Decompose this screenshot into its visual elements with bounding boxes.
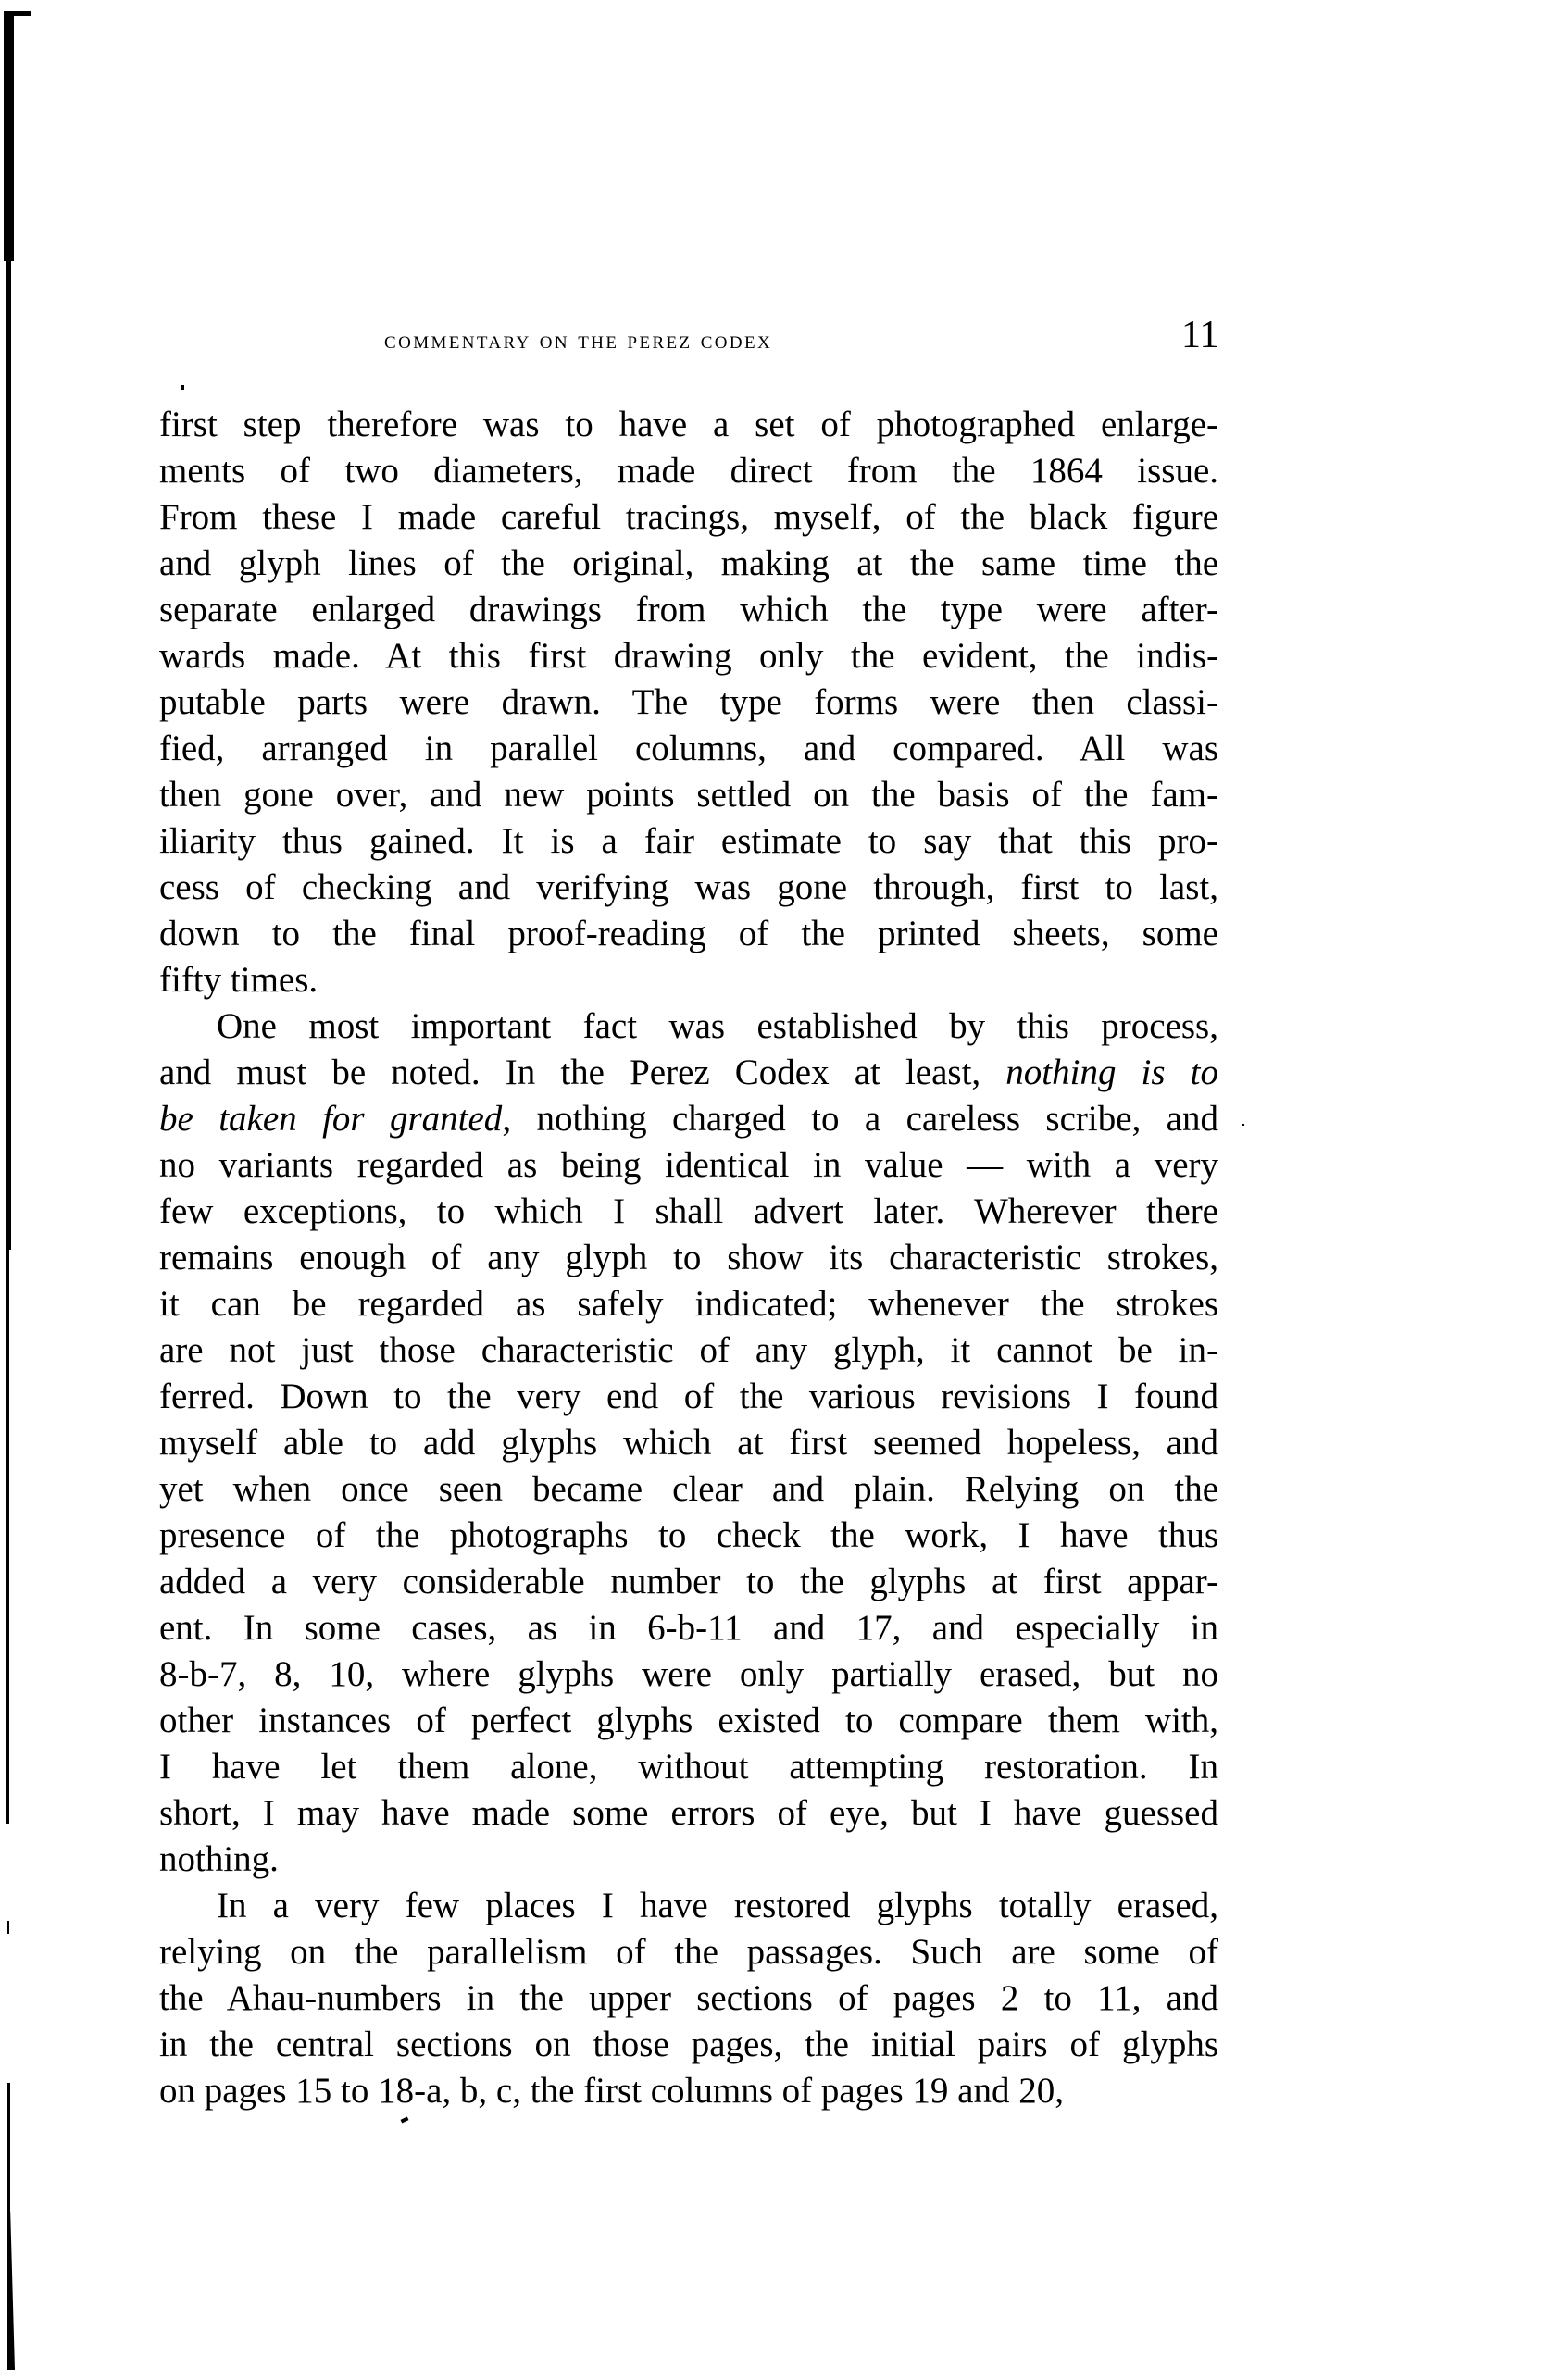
text-line bbox=[159, 494, 1218, 541]
scan-speck bbox=[181, 385, 184, 390]
text-run: other instances of perfect glyphs existed to compare them with, bbox=[159, 1701, 1218, 1740]
text-line bbox=[159, 1559, 1218, 1605]
text-run: and must be noted. In the Perez Codex at least, bbox=[159, 1053, 1006, 1092]
text-run: In a very few places I have restored glyphs totally erased, bbox=[217, 1886, 1218, 1925]
text-run: ments of two diameters, made direct from the 1864 issue. bbox=[159, 451, 1218, 491]
text-line bbox=[159, 1883, 1218, 1929]
text-run: From these I made careful tracings, myself, of the black figure bbox=[159, 497, 1218, 537]
text-line bbox=[159, 818, 1218, 865]
text-line bbox=[159, 1420, 1218, 1466]
scan-gutter-edge bbox=[6, 1250, 9, 1824]
text-line bbox=[159, 1096, 1218, 1142]
text-run: myself able to add glyphs which at first seemed hopeless, and bbox=[159, 1423, 1218, 1463]
text-line bbox=[159, 1050, 1218, 1096]
text-line bbox=[159, 1605, 1218, 1651]
text-line bbox=[159, 2068, 1218, 2114]
text-line bbox=[159, 541, 1218, 587]
text-line bbox=[159, 1513, 1218, 1559]
text-run: short, I may have made some errors of eye, but I have guessed bbox=[159, 1793, 1218, 1833]
body-text bbox=[159, 402, 1218, 2114]
text-line bbox=[159, 865, 1218, 911]
text-run: added a very considerable number to the glyphs at first appar- bbox=[159, 1562, 1218, 1601]
text-run: putable parts were drawn. The type forms were then classi- bbox=[159, 682, 1218, 722]
text-line bbox=[159, 1142, 1218, 1189]
text-run: 8-b-7, 8, 10, where glyphs were only partially erased, but no bbox=[159, 1654, 1218, 1694]
text-run: One most important fact was established by this process, bbox=[217, 1006, 1218, 1046]
paragraph bbox=[159, 402, 1218, 1003]
text-line bbox=[159, 1327, 1218, 1374]
running-head: commentary on the perez codex bbox=[384, 326, 773, 354]
text-run: wards made. At this first drawing only the evident, the indis- bbox=[159, 636, 1218, 676]
text-line bbox=[159, 679, 1218, 726]
text-run: presence of the photographs to check the work, I have thus bbox=[159, 1515, 1218, 1555]
text-run: first step therefore was to have a set of photographed enlarge- bbox=[159, 405, 1218, 444]
text-run: nothing. bbox=[159, 1839, 279, 1879]
text-run: ferred. Down to the very end of the various revisions I found bbox=[159, 1377, 1218, 1416]
text-line bbox=[159, 1698, 1218, 1744]
text-line bbox=[159, 1790, 1218, 1837]
text-line bbox=[159, 633, 1218, 679]
text-line bbox=[159, 911, 1218, 957]
text-run: it can be regarded as safely indicated; whenever the strokes bbox=[159, 1284, 1218, 1324]
text-run: fifty times. bbox=[159, 960, 318, 1000]
text-run: iliarity thus gained. It is a fair estimate to say that this pro- bbox=[159, 821, 1218, 861]
emphasis-text: nothing is to bbox=[1005, 1053, 1218, 1092]
text-run: on pages 15 to 18-a, b, c, the first columns of pages 19 and 20, bbox=[159, 2071, 1064, 2111]
paragraph bbox=[159, 1003, 1218, 1883]
text-line bbox=[159, 1651, 1218, 1698]
text-line bbox=[159, 1466, 1218, 1513]
text-run: few exceptions, to which I shall advert later. Wherever there bbox=[159, 1191, 1218, 1231]
text-line bbox=[159, 1837, 1218, 1883]
text-line bbox=[159, 1744, 1218, 1790]
text-run: in the central sections on those pages, the initial pairs of glyphs bbox=[159, 2025, 1218, 2064]
text-line bbox=[159, 1189, 1218, 1235]
text-run: separate enlarged drawings from which the type were after- bbox=[159, 590, 1218, 629]
text-line bbox=[159, 1975, 1218, 2022]
text-line bbox=[159, 1235, 1218, 1281]
text-run: fied, arranged in parallel columns, and compared. All was bbox=[159, 729, 1218, 768]
text-run: the Ahau-numbers in the upper sections of pages 2 to 11, and bbox=[159, 1978, 1218, 2018]
page-number: 11 bbox=[1181, 314, 1219, 356]
text-line bbox=[159, 1281, 1218, 1327]
text-line bbox=[159, 2022, 1218, 2068]
text-line bbox=[159, 1003, 1218, 1050]
text-run: cess of checking and verifying was gone through, first to last, bbox=[159, 867, 1218, 907]
text-line bbox=[159, 726, 1218, 772]
scan-gutter-edge bbox=[6, 259, 11, 1250]
text-line bbox=[159, 448, 1218, 494]
text-run: , nothing charged to a careless scribe, and bbox=[502, 1099, 1218, 1139]
text-line bbox=[159, 402, 1218, 448]
text-run: down to the final proof-reading of the printed sheets, some bbox=[159, 914, 1218, 953]
scan-gutter-edge bbox=[7, 1921, 9, 1934]
paragraph bbox=[159, 1883, 1218, 2114]
scan-speck bbox=[401, 2116, 409, 2123]
text-line bbox=[159, 1929, 1218, 1975]
text-run: no variants regarded as being identical in value — with a very bbox=[159, 1145, 1218, 1185]
text-run: ent. In some cases, as in 6-b-11 and 17, and especially in bbox=[159, 1608, 1218, 1648]
text-run: remains enough of any glyph to show its characteristic strokes, bbox=[159, 1238, 1218, 1277]
text-run: then gone over, and new points settled on the basis of the fam- bbox=[159, 775, 1218, 815]
text-line bbox=[159, 587, 1218, 633]
text-run: are not just those characteristic of any glyph, it cannot be in- bbox=[159, 1330, 1218, 1370]
emphasis-text: be taken for granted bbox=[159, 1099, 503, 1139]
text-run: and glyph lines of the original, making at the same time the bbox=[159, 543, 1218, 583]
text-line bbox=[159, 1374, 1218, 1420]
text-run: relying on the parallelism of the passages. Such are some of bbox=[159, 1932, 1218, 1972]
text-line bbox=[159, 957, 1218, 1003]
text-line bbox=[159, 772, 1218, 818]
scan-gutter-edge bbox=[4, 11, 14, 261]
text-run: yet when once seen became clear and plain. Relying on the bbox=[159, 1469, 1218, 1509]
scan-gutter-edge bbox=[7, 2212, 15, 2370]
text-run: I have let them alone, without attempting restoration. In bbox=[159, 1747, 1218, 1787]
scan-speck bbox=[1242, 1124, 1244, 1126]
